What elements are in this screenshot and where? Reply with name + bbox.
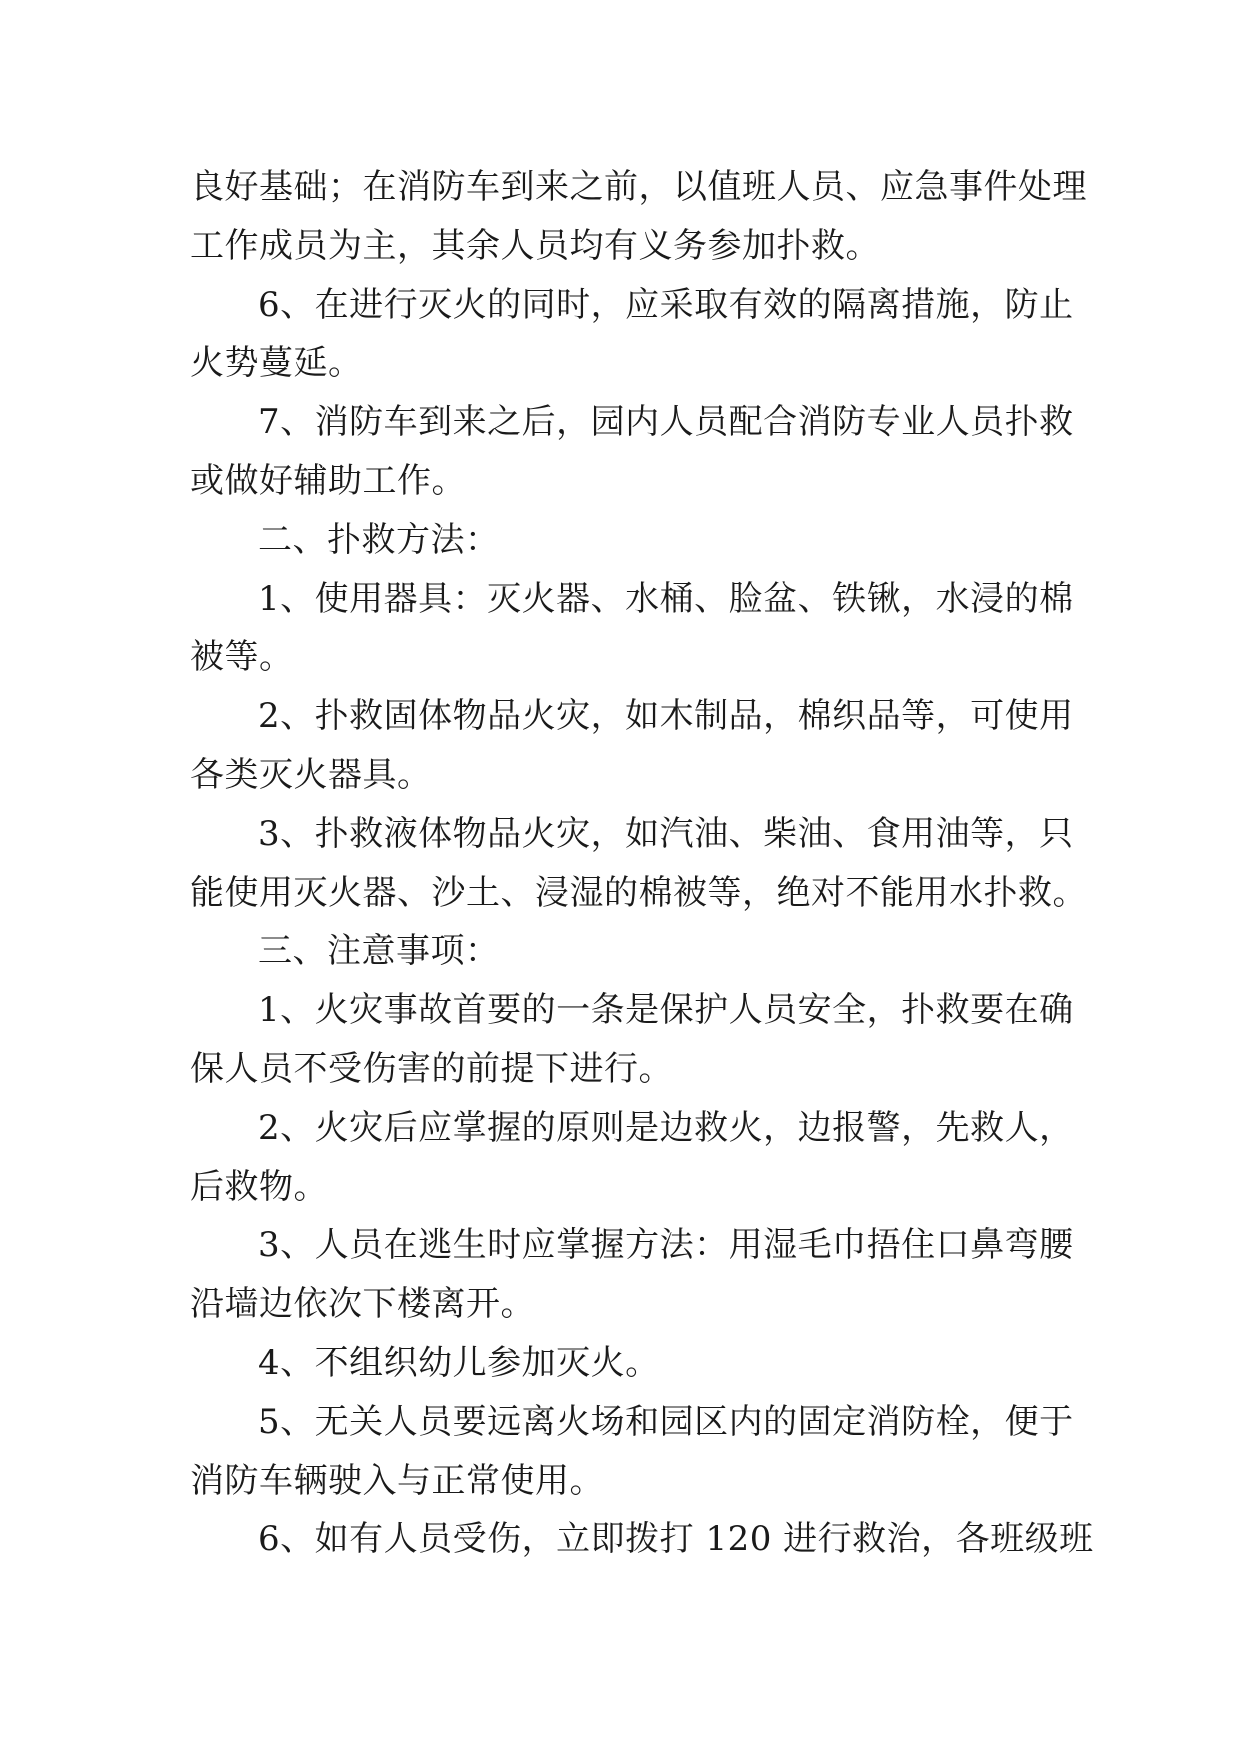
text-line: 良好基础；在消防车到来之前，以值班人员、应急事件处理 [190, 167, 1087, 207]
text-line: 火势蔓延。 [190, 343, 363, 384]
text-line: 消防车辆驶入与正常使用。 [190, 1460, 604, 1501]
document-body [190, 158, 1094, 1569]
text-line: 二、扑救方法： [258, 519, 500, 560]
text-line: 能使用灭火器、沙土、浸湿的棉被等，绝对不能用水扑救。 [190, 872, 1087, 913]
text-line: 三、注意事项： [258, 931, 500, 972]
text-line: 3、人员在逃生时应掌握方法：用湿毛巾捂住口鼻弯腰 [258, 1225, 1074, 1266]
text-line: 保人员不受伤害的前提下进行。 [190, 1048, 673, 1089]
text-line: 6、如有人员受伤，立即拨打 120 进行救治，各班级班 [258, 1519, 1094, 1560]
text-line: 4、不组织幼儿参加灭火。 [258, 1342, 660, 1383]
text-line: 工作成员为主，其余人员均有义务参加扑救。 [190, 225, 880, 266]
text-line: 1、使用器具：灭火器、水桶、脸盆、铁锹，水浸的棉 [258, 578, 1074, 619]
text-line: 7、消防车到来之后，园内人员配合消防专业人员扑救 [258, 402, 1074, 443]
text-line: 各类灭火器具。 [190, 754, 432, 795]
text-line: 或做好辅助工作。 [190, 460, 466, 501]
text-line: 6、在进行灭火的同时，应采取有效的隔离措施，防止 [258, 284, 1074, 325]
text-line: 被等。 [190, 637, 294, 678]
text-line: 3、扑救液体物品火灾，如汽油、柴油、食用油等，只 [258, 813, 1074, 854]
text-line: 沿墙边依次下楼离开。 [190, 1284, 535, 1325]
text-line: 2、扑救固体物品火灾，如木制品，棉织品等，可使用 [258, 696, 1074, 737]
text-line: 后救物。 [190, 1166, 328, 1207]
text-line: 2、火灾后应掌握的原则是边救火，边报警，先救人， [258, 1107, 1074, 1148]
text-line: 1、火灾事故首要的一条是保护人员安全，扑救要在确 [258, 990, 1074, 1031]
text-line: 5、无关人员要远离火场和园区内的固定消防栓，便于 [258, 1401, 1074, 1442]
